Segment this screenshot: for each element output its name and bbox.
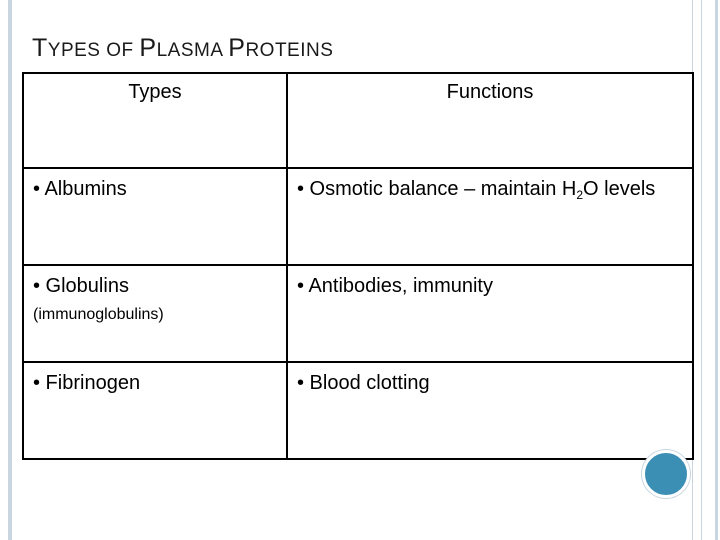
type-label: • Albumins [33, 178, 127, 200]
type-label: • Fibrinogen [33, 372, 141, 394]
function-text-after: O levels [583, 178, 656, 200]
header-types: Types [23, 73, 287, 168]
function-text: • Blood clotting [297, 372, 430, 394]
function-subscript: 2 [576, 188, 584, 202]
plasma-proteins-table [22, 72, 694, 460]
title-part: P [139, 34, 157, 62]
slide-title [32, 34, 333, 63]
title-part: P [228, 34, 246, 62]
title-part: YPES OF [47, 40, 140, 61]
type-note: (immunoglobulins) [33, 306, 164, 323]
function-cell [287, 168, 693, 265]
table-header-row [23, 73, 693, 168]
header-functions: Functions [287, 73, 693, 168]
type-cell [23, 362, 287, 459]
table-row [23, 265, 693, 362]
function-text: • Osmotic balance – maintain H [297, 178, 577, 200]
type-cell [23, 265, 287, 362]
function-cell [287, 265, 693, 362]
decorative-circle [642, 450, 690, 498]
title-part: T [32, 34, 48, 62]
title-part: LASMA [156, 40, 229, 61]
table-row [23, 168, 693, 265]
type-cell [23, 168, 287, 265]
title-part: ROTEINS [245, 40, 334, 61]
function-text: • Antibodies, immunity [297, 275, 493, 297]
function-cell [287, 362, 693, 459]
type-label: • Globulins [33, 275, 129, 297]
table-row [23, 362, 693, 459]
left-decorative-bar [8, 0, 12, 540]
right-edge-bar [715, 0, 718, 540]
